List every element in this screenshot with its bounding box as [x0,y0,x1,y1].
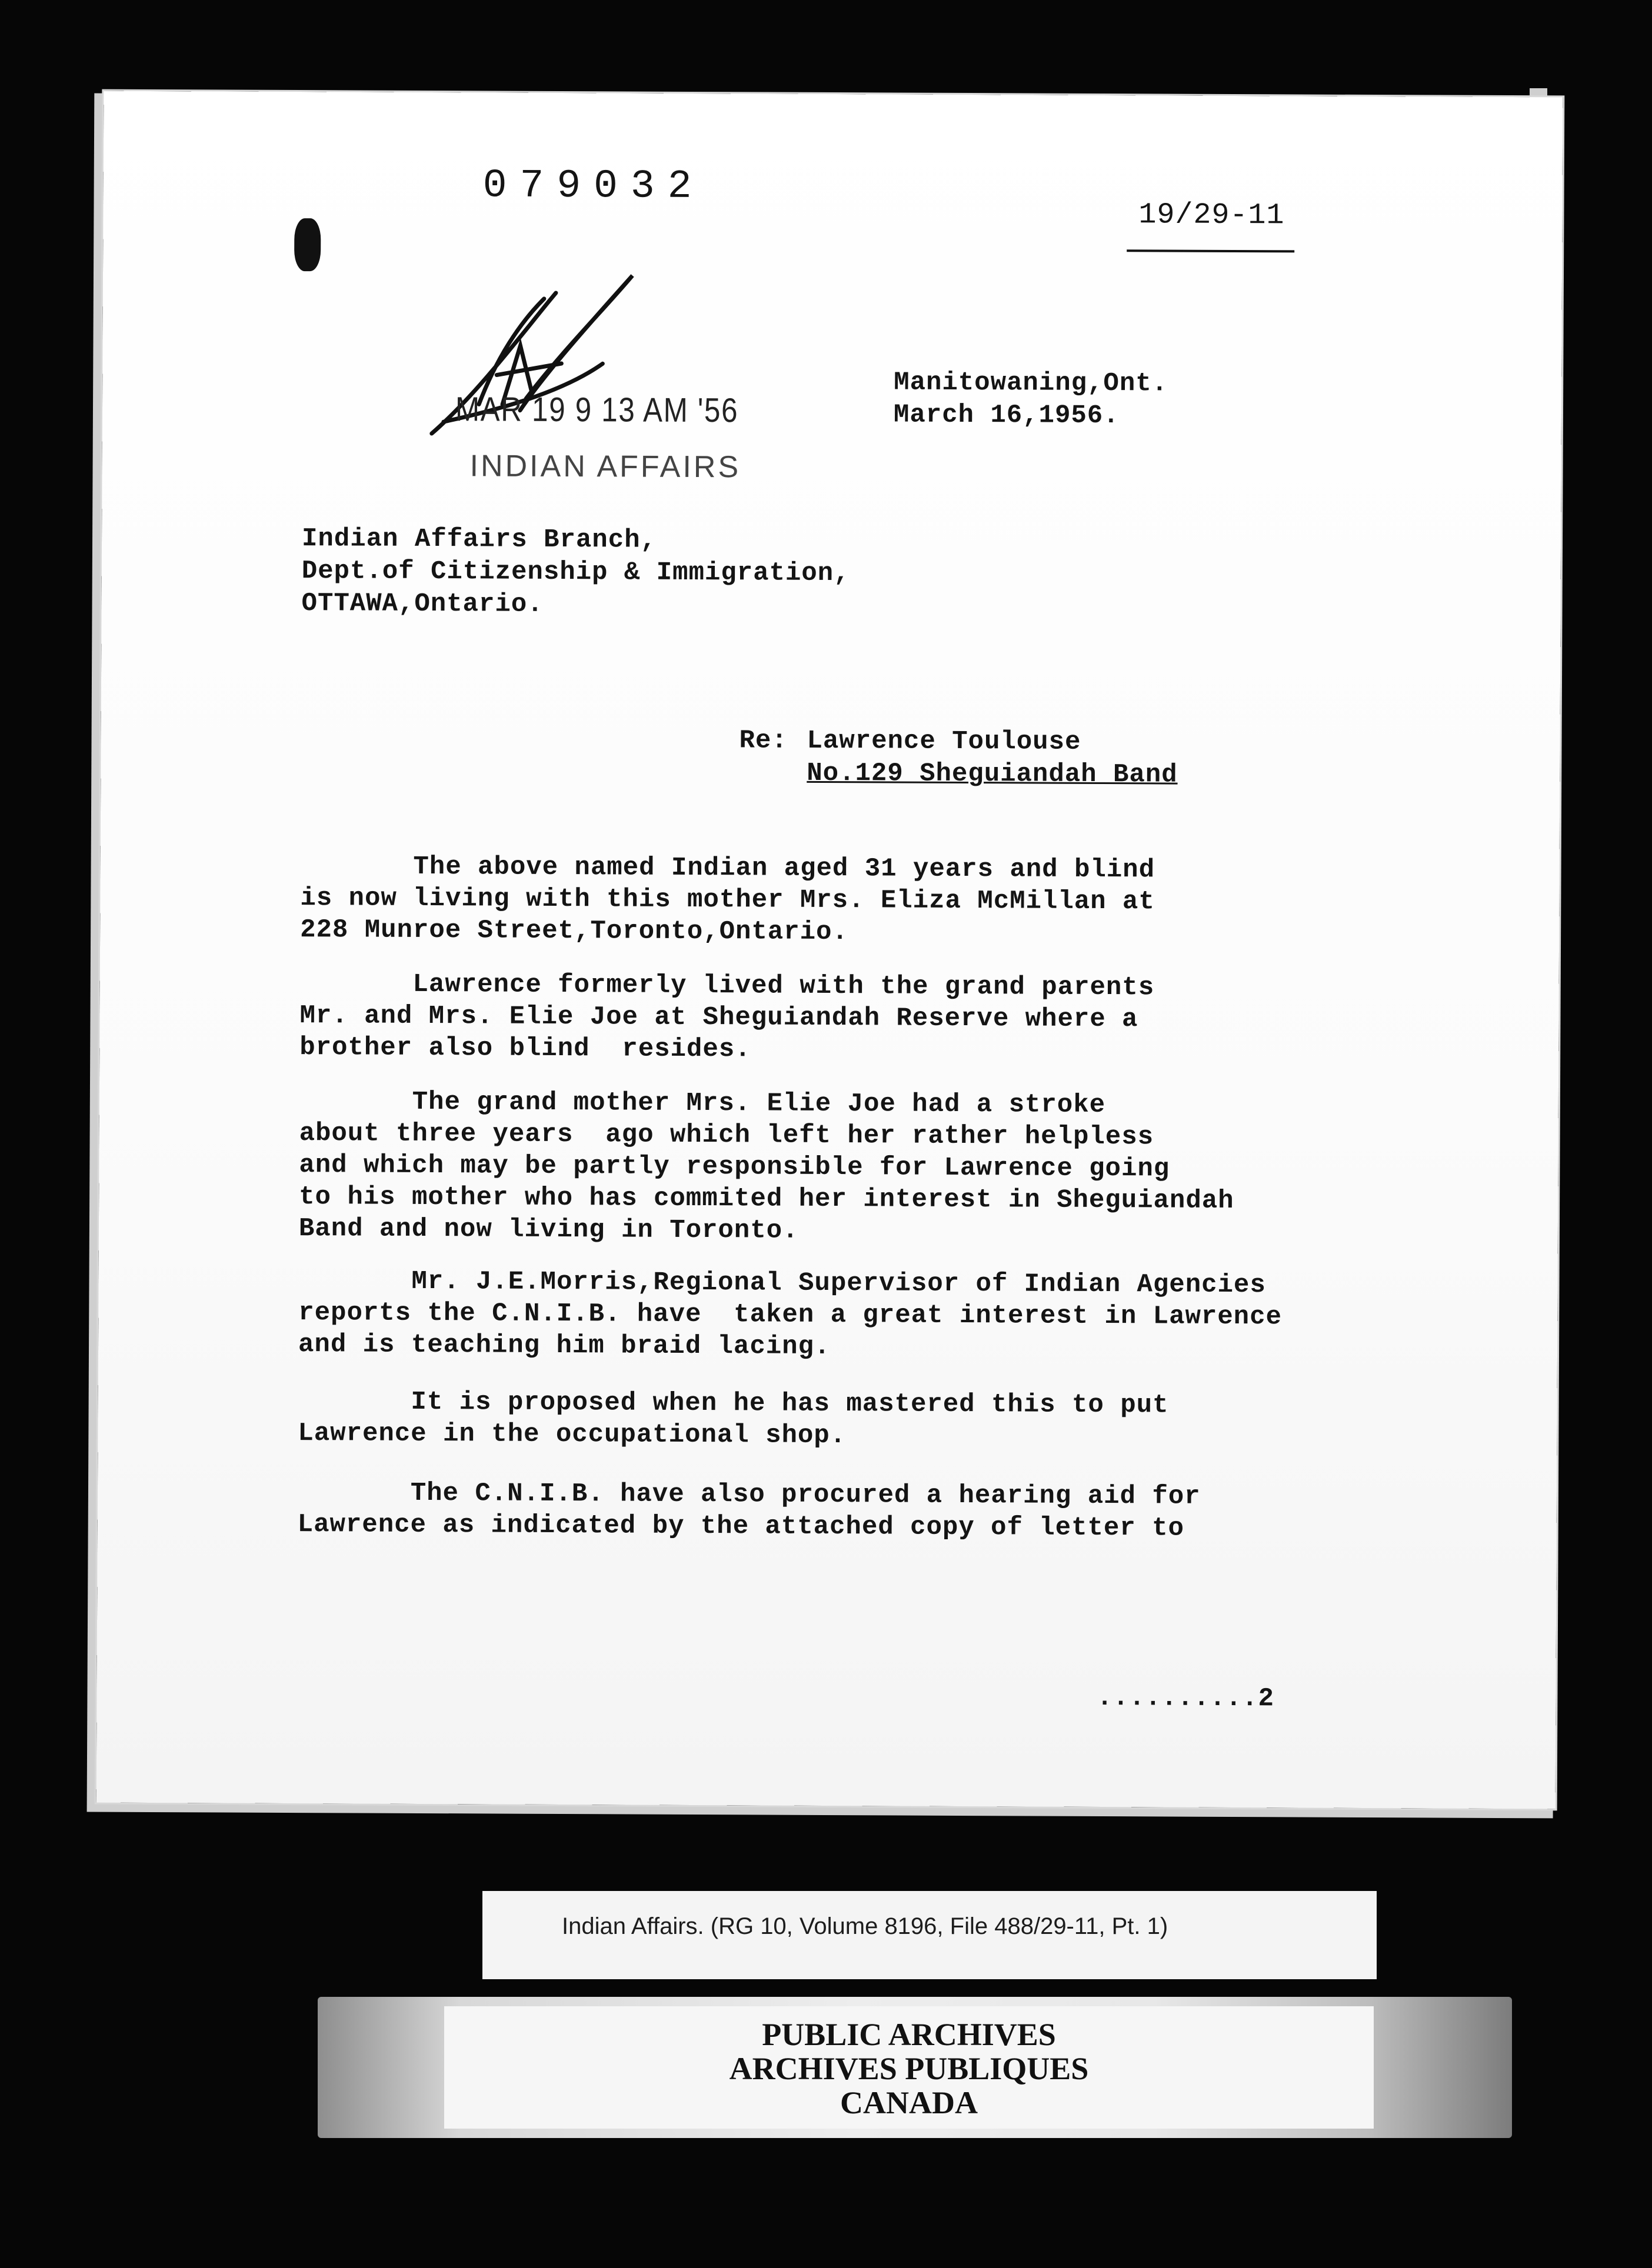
received-stamp-office: INDIAN AFFAIRS [469,449,741,485]
file-reference-underline [1127,249,1294,252]
letter-date: March 16,1956. [893,400,1120,431]
document-number: 079032 [482,163,705,210]
paragraph-1: The above named Indian aged 31 years and blind is now living with this mother Mrs. Eliza McMillan at 228 Munroe Street,Toronto,Ontario. [300,852,1155,948]
received-stamp-date: MAR 19 9 13 AM '56 [455,390,739,430]
letter-page [96,91,1563,1809]
paragraph-2: Lawrence formerly lived with the grand parents Mr. and Mrs. Elie Joe at Sheguiandah Reserve where a brother also blind resides. [299,969,1155,1065]
paragraph-5: It is proposed when he has mastered this to put Lawrence in the occupational shop. [298,1387,1169,1451]
archive-citation-strip [482,1891,1377,1979]
paragraph-4: Mr. J.E.Morris,Regional Supervisor of Indian Agencies reports the C.N.I.B. have taken a great interest in Lawrence and is teaching him braid lacing. [298,1266,1283,1362]
sender-place: Manitowaning,Ont. [894,368,1168,399]
paragraph-3: The grand mother Mrs. Elie Joe had a stroke about three years ago which left her rather helpless and which may be partly responsible for Lawrence going to his mother who has commited her interest in Sheguiandah Band and now living in Toronto. [298,1087,1234,1246]
file-reference: 19/29-11 [1138,198,1285,233]
ink-blot [294,218,321,271]
addressee-line-3: OTTAWA,Ontario. [301,589,544,619]
archive-label-strip [318,1997,1512,2138]
archive-label [444,2006,1374,2129]
archive-label-line-3: CANADA [840,2085,978,2120]
re-band: No.129 Sheguiandah Band [807,758,1178,790]
paragraph-6: The C.N.I.B. have also procured a hearing aid for Lawrence as indicated by the attached copy of letter to [297,1478,1201,1543]
archive-label-line-2: ARCHIVES PUBLIQUES [729,2051,1089,2086]
continued-marker: ..........2 [1097,1683,1275,1714]
re-name: Lawrence Toulouse [807,726,1081,757]
re-label: Re: [739,726,788,756]
archive-citation: Indian Affairs. (RG 10, Volume 8196, File 488/29-11, Pt. 1) [562,1913,1168,1939]
archive-label-line-1: PUBLIC ARCHIVES [762,2017,1056,2052]
addressee-line-1: Indian Affairs Branch, [301,524,657,555]
addressee-line-2: Dept.of Citizenship & Immigration, [301,556,850,589]
